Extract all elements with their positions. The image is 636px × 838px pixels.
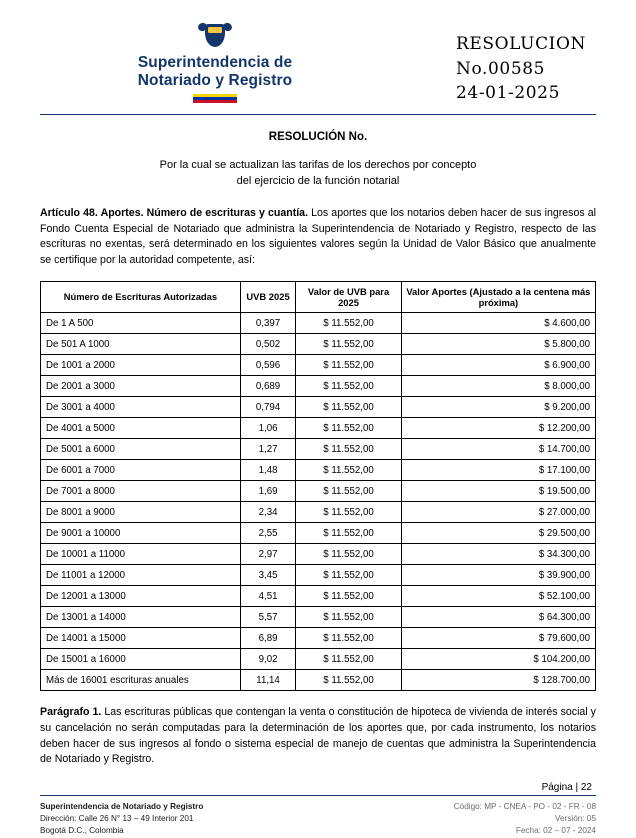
cell-valor-uvb: $ 11.552,00: [296, 628, 401, 649]
cell-uvb: 11,14: [240, 670, 296, 691]
cell-valor-uvb: $ 11.552,00: [296, 460, 401, 481]
cell-valor-uvb: $ 11.552,00: [296, 481, 401, 502]
cell-valor-aportes: $ 9.200,00: [401, 397, 595, 418]
footer-version: Versión: 05: [555, 814, 596, 824]
cell-valor-uvb: $ 11.552,00: [296, 397, 401, 418]
table-row: [41, 355, 596, 376]
cell-uvb: 3,45: [240, 565, 296, 586]
cell-valor-aportes: $ 19.500,00: [401, 481, 595, 502]
article-body: Los aportes que los notarios deben hacer de sus ingresos al Fondo Cuenta Especial de Notariado que administra la Superintendencia de Notariado y Registro, respecto de las escrituras no exentas, será determinado en los siguientes valores según la Unidad de Valor Básico que anualmente se certifique por la autoridad competente, así:: [40, 206, 596, 266]
table-row: [41, 544, 596, 565]
resolution-date: 24-01-2025: [455, 83, 560, 104]
cell-valor-aportes: $ 39.900,00: [401, 565, 595, 586]
document-header: [40, 22, 596, 112]
cell-valor-aportes: $ 29.500,00: [401, 523, 595, 544]
cell-uvb: 0,502: [240, 334, 296, 355]
table-row: [41, 397, 596, 418]
cell-uvb: 2,97: [240, 544, 296, 565]
cell-valor-uvb: $ 11.552,00: [296, 418, 401, 439]
cell-uvb: 0,397: [240, 313, 296, 334]
footer-entity: Superintendencia de Notariado y Registro: [40, 801, 204, 811]
cell-valor-aportes: $ 17.100,00: [401, 460, 595, 481]
cell-uvb: 0,794: [240, 397, 296, 418]
table-row: [41, 649, 596, 670]
page-title: RESOLUCIÓN No.: [268, 130, 368, 143]
institution-name: [138, 54, 292, 90]
table-row: [41, 670, 596, 691]
table-row: [41, 460, 596, 481]
cell-valor-aportes: $ 52.100,00: [401, 586, 595, 607]
cell-escrituras: De 1 A 500: [41, 313, 241, 334]
footer-city: Bogotá D.C., Colombia: [40, 826, 124, 836]
cell-escrituras: De 4001 a 5000: [41, 418, 241, 439]
cell-uvb: 4,51: [240, 586, 296, 607]
cell-valor-uvb: $ 11.552,00: [296, 439, 401, 460]
column-header-escrituras: Número de Escrituras Autorizadas: [41, 281, 241, 313]
cell-escrituras: De 8001 a 9000: [41, 502, 241, 523]
cell-valor-uvb: $ 11.552,00: [296, 544, 401, 565]
paragrafo-heading: Parágrafo 1.: [40, 706, 102, 719]
table-row: [41, 586, 596, 607]
document-subtitle-line1: Por la cual se actualizan las tarifas de los derechos por concepto: [159, 158, 477, 171]
cell-valor-aportes: $ 5.800,00: [401, 334, 595, 355]
cell-valor-uvb: $ 11.552,00: [296, 334, 401, 355]
cell-escrituras: De 10001 a 11000: [41, 544, 241, 565]
cell-valor-uvb: $ 11.552,00: [296, 523, 401, 544]
cell-valor-aportes: $ 8.000,00: [401, 376, 595, 397]
cell-valor-uvb: $ 11.552,00: [296, 313, 401, 334]
document-subtitle: [40, 157, 596, 190]
resolution-stamp: [456, 22, 596, 106]
paragrafo-body: Las escrituras públicas que contengan la venta o constitución de hipoteca de vivienda de interés social y su cancelación no serán computadas para la determinación de los aportes que, por cada instrumento, los notarios deben hacer de sus ingresos al fondo o sistema especial de manejo de cuentas que administra la Superintendencia de Notariado y Registro.: [40, 706, 596, 766]
cell-escrituras: De 501 A 1000: [41, 334, 241, 355]
cell-escrituras: De 7001 a 8000: [41, 481, 241, 502]
table-row: [41, 313, 596, 334]
cell-valor-uvb: $ 11.552,00: [296, 502, 401, 523]
cell-valor-uvb: $ 11.552,00: [296, 649, 401, 670]
table-row: [41, 439, 596, 460]
institution-name-line2: Notariado y Registro: [137, 71, 293, 89]
cell-uvb: 1,06: [240, 418, 296, 439]
table-row: [41, 565, 596, 586]
table-row: [41, 481, 596, 502]
table-row: [41, 418, 596, 439]
cell-valor-aportes: $ 34.300,00: [401, 544, 595, 565]
table-row: [41, 607, 596, 628]
footer-address: Dirección: Calle 26 N° 13 – 49 Interior 201: [40, 814, 194, 824]
cell-uvb: 9,02: [240, 649, 296, 670]
document-footer: [40, 801, 596, 838]
cell-escrituras: De 3001 a 4000: [41, 397, 241, 418]
column-header-valor-aportes: Valor Aportes (Ajustado a la centena más próxima): [401, 281, 595, 313]
table-row: [41, 502, 596, 523]
column-header-uvb: UVB 2025: [240, 281, 296, 313]
resolution-word: RESOLUCION: [455, 34, 586, 54]
colombia-coat-of-arms-icon: [198, 22, 232, 52]
cell-escrituras: De 14001 a 15000: [41, 628, 241, 649]
institution-name-line1: Superintendencia de: [137, 54, 293, 71]
colombia-flag-icon: [193, 94, 237, 103]
cell-escrituras: De 5001 a 6000: [41, 439, 241, 460]
header-divider: [40, 114, 596, 115]
resolution-number: No.00585: [455, 58, 546, 79]
footer-left-block: [40, 801, 203, 838]
cell-escrituras: De 13001 a 14000: [41, 607, 241, 628]
table-row: [41, 523, 596, 544]
cell-uvb: 2,55: [240, 523, 296, 544]
footer-divider: [40, 795, 596, 796]
cell-uvb: 0,689: [240, 376, 296, 397]
cell-uvb: 2,34: [240, 502, 296, 523]
cell-escrituras: De 6001 a 7000: [41, 460, 241, 481]
cell-valor-aportes: $ 64.300,00: [401, 607, 595, 628]
cell-valor-aportes: $ 27.000,00: [401, 502, 595, 523]
footer-code: Código: MP - CNEA - PO - 02 - FR - 08: [453, 801, 596, 811]
document-subtitle-line2: del ejercicio de la función notarial: [236, 175, 400, 188]
cell-valor-aportes: $ 128.700,00: [401, 670, 595, 691]
article-heading: Artículo 48. Aportes. Número de escrituras y cuantía.: [40, 206, 309, 219]
cell-valor-aportes: $ 14.700,00: [401, 439, 595, 460]
cell-valor-uvb: $ 11.552,00: [296, 355, 401, 376]
aportes-table-body: [41, 313, 596, 691]
cell-valor-aportes: $ 6.900,00: [401, 355, 595, 376]
paragrafo-1: [40, 705, 596, 768]
table-row: [41, 628, 596, 649]
cell-escrituras: De 11001 a 12000: [41, 565, 241, 586]
cell-uvb: 1,69: [240, 481, 296, 502]
cell-valor-aportes: $ 4.600,00: [401, 313, 595, 334]
cell-valor-aportes: $ 79.600,00: [401, 628, 595, 649]
cell-uvb: 0,596: [240, 355, 296, 376]
table-row: [41, 376, 596, 397]
cell-escrituras: Más de 16001 escrituras anuales: [41, 670, 241, 691]
cell-escrituras: De 12001 a 13000: [41, 586, 241, 607]
table-header-row: [41, 281, 596, 313]
cell-uvb: 6,89: [240, 628, 296, 649]
cell-valor-uvb: $ 11.552,00: [296, 586, 401, 607]
cell-valor-uvb: $ 11.552,00: [296, 376, 401, 397]
cell-escrituras: De 1001 a 2000: [41, 355, 241, 376]
cell-escrituras: De 2001 a 3000: [41, 376, 241, 397]
cell-uvb: 5,57: [240, 607, 296, 628]
footer-date: Fecha: 02 – 07 - 2024: [515, 826, 596, 836]
cell-uvb: 1,27: [240, 439, 296, 460]
cell-valor-uvb: $ 11.552,00: [296, 670, 401, 691]
page-number: Página | 22: [541, 781, 592, 793]
footer-right-block: [454, 801, 596, 838]
cell-escrituras: De 15001 a 16000: [41, 649, 241, 670]
cell-valor-aportes: $ 104.200,00: [401, 649, 595, 670]
cell-uvb: 1,48: [240, 460, 296, 481]
cell-valor-uvb: $ 11.552,00: [296, 607, 401, 628]
aportes-table: [40, 281, 596, 692]
cell-escrituras: De 9001 a 10000: [41, 523, 241, 544]
column-header-valor-uvb: Valor de UVB para 2025: [296, 281, 401, 313]
cell-valor-uvb: $ 11.552,00: [296, 565, 401, 586]
table-row: [41, 334, 596, 355]
cell-valor-aportes: $ 12.200,00: [401, 418, 595, 439]
institution-brand: [40, 22, 370, 103]
article-paragraph: [40, 206, 596, 269]
